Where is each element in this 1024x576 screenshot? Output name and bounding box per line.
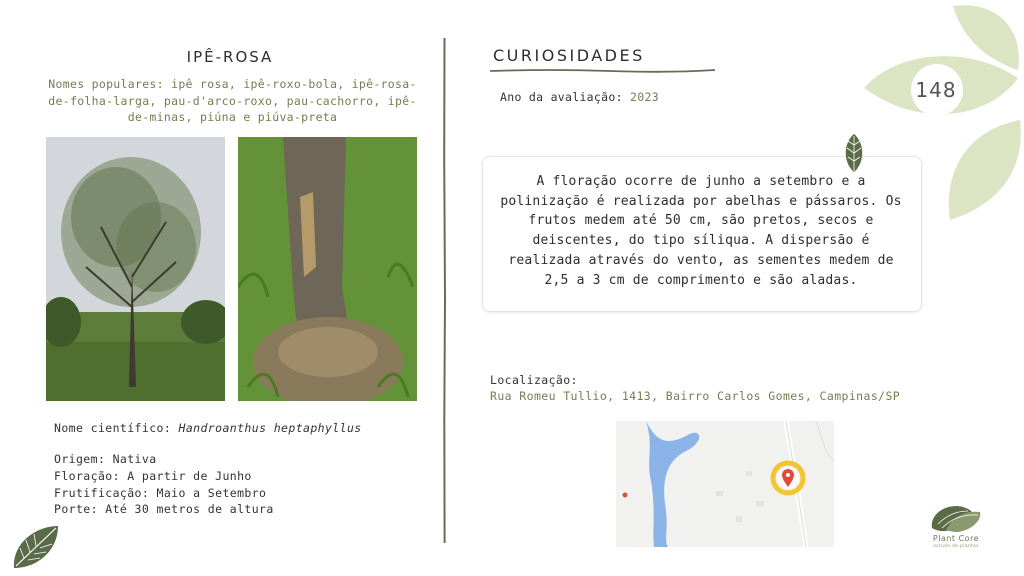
evaluation-year: [500, 90, 659, 104]
species-title: IPÊ-ROSA: [186, 48, 274, 66]
origin: Origem: Nativa: [54, 452, 157, 466]
scientific-name: [54, 421, 362, 435]
scientific-name-label: Nome científico:: [54, 421, 179, 435]
curiosities-text: A floração ocorre de junho a setembro e a polinização é realizada por abelhas e pássaros. Os frutos medem até 50 cm, são pretos, secos e deiscentes, do tipo síliqua. A dispersão é realizada através do vento, as sementes medem de 2,5 a 3 cm de comprimento e são aladas.: [500, 174, 902, 288]
flowering: Floração: A partir de Junho: [54, 469, 252, 483]
evaluation-year-value: 2023: [630, 90, 659, 104]
title-underline: [490, 68, 715, 74]
fruiting: Frutificação: Maio a Setembro: [54, 486, 267, 500]
brand-name: Plant Core: [932, 534, 980, 543]
location-label: Localização:: [490, 373, 578, 387]
size: Porte: Até 30 metros de altura: [54, 502, 274, 516]
location-address[interactable]: Rua Romeu Tullio, 1413, Bairro Carlos Gomes, Campinas/SP: [490, 389, 901, 403]
evaluation-year-label: Ano da avaliação:: [500, 90, 631, 104]
curiosities-title: CURIOSIDADES: [493, 46, 645, 65]
plant-core-logo: [922, 500, 990, 534]
leaf-bottom-icon: [949, 120, 1021, 220]
brand-tagline: estudo de plantas: [933, 544, 979, 549]
vertical-divider: [443, 38, 446, 543]
location-map[interactable]: [616, 421, 834, 547]
tree-photo: [46, 137, 225, 401]
popular-names: Nomes populares: ipê rosa, ipê-roxo-bola, ipê-rosa-de-folha-larga, pau-d'arco-roxo, pau-cachorro, ipê-de-minas, piúna e piúva-preta: [48, 77, 417, 124]
card-leaf-icon: [843, 133, 865, 173]
scientific-name-value: Handroanthus heptaphyllus: [178, 421, 362, 435]
leaf-bottom-left-icon: [10, 524, 60, 570]
trunk-photo: [238, 137, 417, 401]
page-number: 148: [915, 78, 957, 102]
